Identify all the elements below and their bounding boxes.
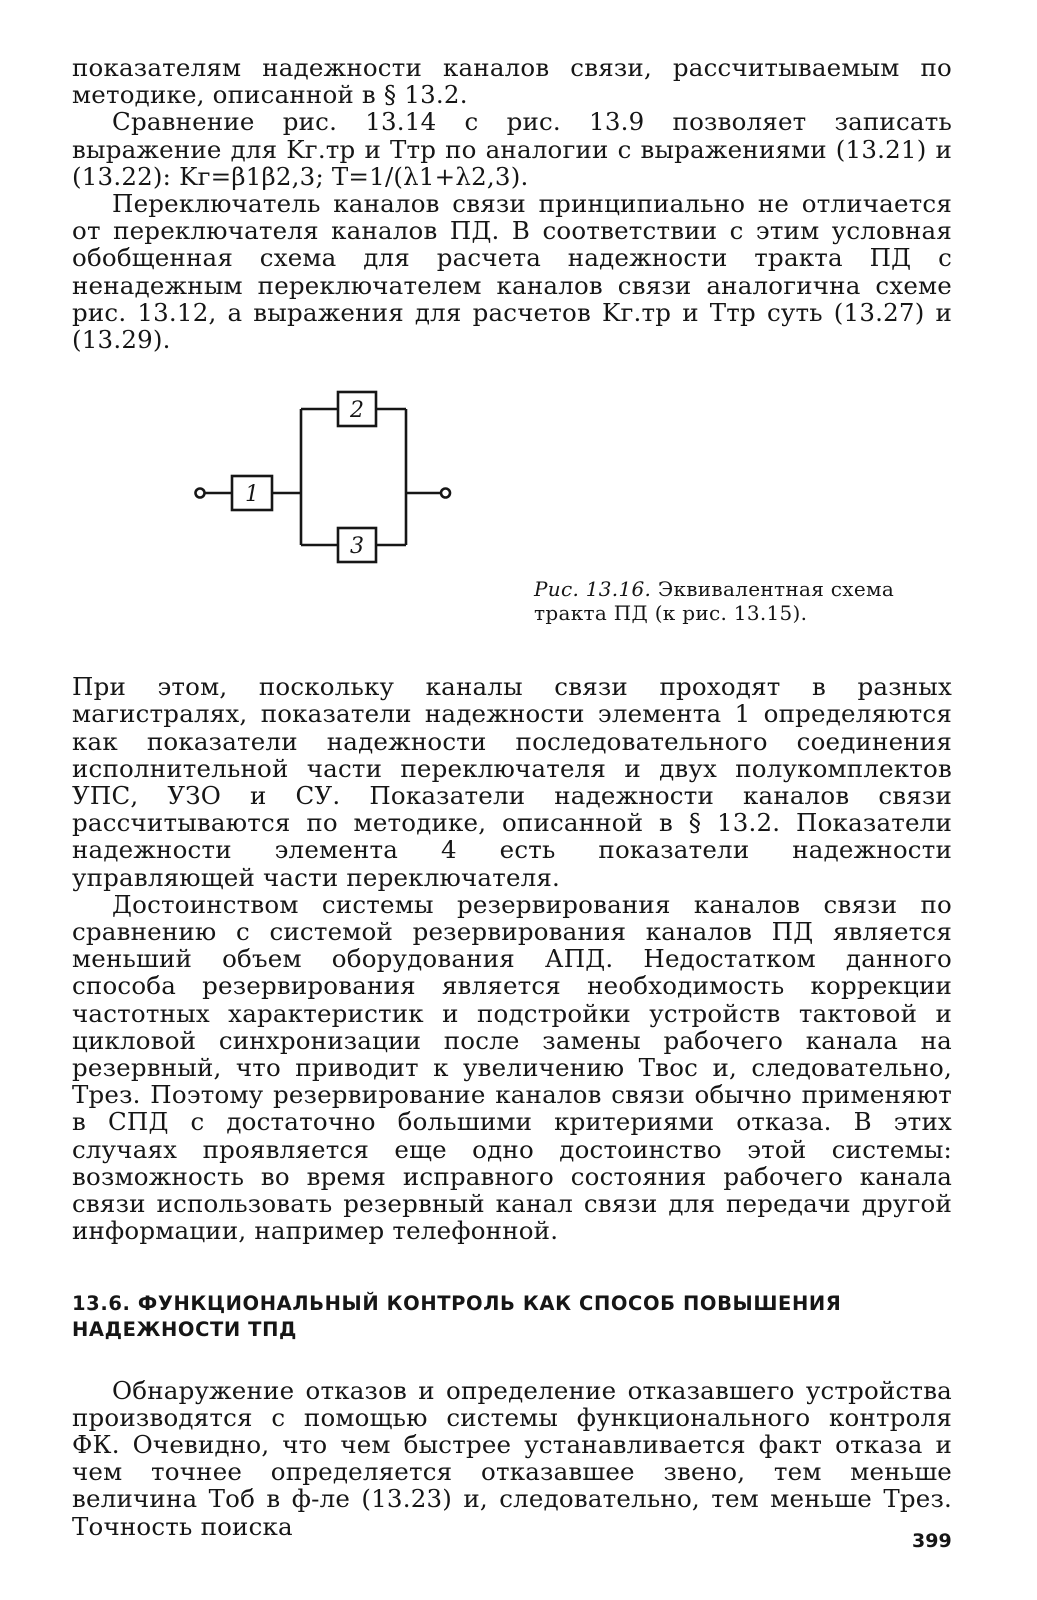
figure-number: Рис. 13.16. <box>534 577 652 602</box>
paragraph-comparison: Сравнение рис. 13.14 с рис. 13.9 позволяет записать выражение для Kг.тр и Tтр по аналогии с выражениями (13.21) и (13.22): Kг=β1β2,3; T=1/(λ1+λ2,3). <box>72 107 952 191</box>
paragraph-continuation: показателям надежности каналов связи, рассчитываемым по методике, описанной в § 13.2. <box>72 53 952 110</box>
page-body <box>72 54 952 1540</box>
output-terminal <box>441 489 450 498</box>
input-terminal <box>196 489 205 498</box>
block-3-label: 3 <box>350 534 364 560</box>
block-2-label: 2 <box>350 398 364 424</box>
paragraph-element-indicators: При этом, поскольку каналы связи проходят в разных магистралях, показатели надежности элемента 1 определяются как показатели надежности последовательного соединения исполнительной части переключателя и двух полукомплектов УПС, УЗО и СУ. Показатели надежности каналов связи рассчитываются по методике, описанной в § 13.2. Показатели надежности элемента 4 есть показатели надежности управляющей части переключателя. <box>72 672 952 892</box>
section-heading: 13.6. ФУНКЦИОНАЛЬНЫЙ КОНТРОЛЬ КАК СПОСОБ ПОВЫШЕНИЯ НАДЕЖНОСТИ ТПД <box>72 1291 842 1341</box>
paragraph-advantages: Достоинством системы резервирования каналов связи по сравнению с системой резервирования каналов ПД является меньший объем оборудования АПД. Недостатком данного способа резервирования является необходимость коррекции частотных характеристик и подстройки устройств тактовой и цикловой синхронизации после замены рабочего канала на резервный, что приводит к увеличению Tвос и, следовательно, Tрез. Поэтому резервирование каналов связи обычно применяют в СПД с достаточно большими критериями отказа. В этих случаях проявляется еще одно достоинство этой системы: возможность во время исправного состояния рабочего канала связи использовать резервный канал связи для передачи другой информации, например телефонной. <box>72 889 952 1246</box>
paragraph-failure-detection: Обнаружение отказов и определение отказавшего устройства производятся с помощью системы функционального контроля ФК. Очевидно, что чем быстрее устанавливается факт отказа и чем точнее определяется отказавшее звено, тем меньше величина Tоб в ф-ле (13.23) и, следовательно, тем меньше Tрез. Точность поиска <box>72 1375 952 1541</box>
figure-caption <box>534 577 914 625</box>
page-number: 399 <box>912 1530 952 1552</box>
block-1-label: 1 <box>245 482 259 508</box>
figure-13-16 <box>72 371 952 673</box>
equivalent-circuit-diagram <box>190 381 530 591</box>
figure-caption-text: Эквивалентная схема тракта ПД (к рис. 13.15). <box>534 577 895 626</box>
paragraph-switch: Переключатель каналов связи принципиально не отличается от переключателя каналов ПД. В соответствии с этим условная обобщенная схема для расчета надежности тракта ПД с ненадежным переключателем каналов связи аналогична схеме рис. 13.12, а выражения для расчетов Kг.тр и Tтр суть (13.27) и (13.29). <box>72 189 952 355</box>
